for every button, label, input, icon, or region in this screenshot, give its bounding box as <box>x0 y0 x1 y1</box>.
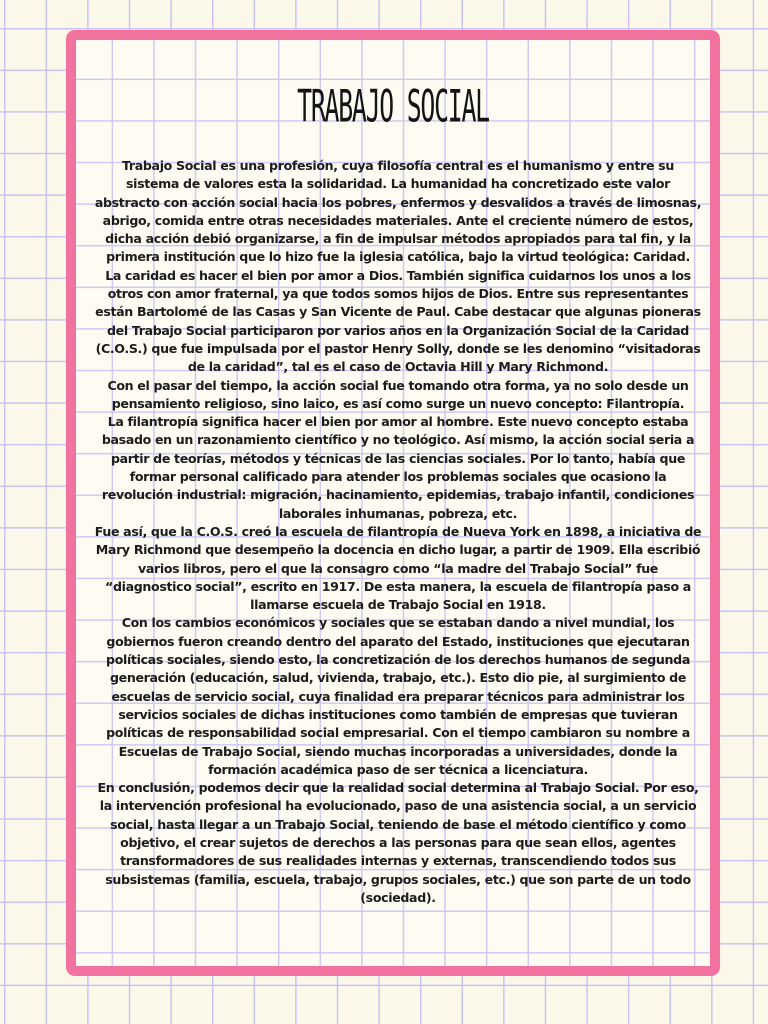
paragraph-caridad: La caridad es hacer el bien por amor a Dios. También significa cuidarnos los unos a los otros con amor fraternal, ya que todos somos hijos de Dios. Entre sus representantes están Bartolomé de las Casas y San Vicente de Paul. Cabe destacar que algunas pioneras del Trabajo Social participaron por varios años en la Organización Social de la Caridad (C.O.S.) que fue impulsada por el pastor Henry Solly, donde se les denomino “visitadoras de la caridad”, tal es el caso de Octavia Hill y Mary Richmond. <box>95 267 701 375</box>
document-title: TRABAJO SOCIAL <box>297 81 489 133</box>
paragraph-cambios-economicos: Con los cambios económicos y sociales que se estaban dando a nivel mundial, los gobiernos fueron creando dentro del aparato del Estado, instituciones que ejecutaran políticas sociales, siendo esto, la concretización de los derechos humanos de segunda generación (educación, salud, vivienda, trabajo, etc.). Esto dio pie, al surgimiento de escuelas de servicio social, cuya finalidad era preparar técnicos para administrar los servicios sociales de dichas instituciones como también de empresas que tuvieran políticas de responsabilidad social empresarial. Con el tiempo cambiaron su nombre a Escuelas de Trabajo Social, siendo muchas incorporadas a universidades, donde la formación académica paso de ser técnica a licenciatura. <box>106 615 690 777</box>
document-body <box>94 157 702 907</box>
paragraph-filantropia-definicion: La filantropía significa hacer el bien por amor al hombre. Este nuevo concepto estaba basado en un razonamiento científico y no teológico. Así mismo, la acción social seria a partir de teorías, métodos y técnicas de las ciencias sociales. Por lo tanto, había que formar personal calificado para atender los problemas sociales que ocasiono la revolución industrial: migración, hacinamiento, epidemias, trabajo infantil, condiciones laborales inhumanas, pobreza, etc. <box>101 414 695 521</box>
pink-page-frame <box>66 30 720 976</box>
paragraph-conclusion: En conclusión, podemos decir que la realidad social determina al Trabajo Social. Por eso, la intervención profesional ha evolucionado, paso de una asistencia social, a un servicio social, hasta llegar a un Trabajo Social, teniendo de base el método científico y como objetivo, el crear sujetos de derechos a las personas para que sean ellos, agentes transformadores de sus realidades internas y externas, transcendiendo todos sus subsistemas (familia, escuela, trabajo, grupos sociales, etc.) que son parte de un todo (sociedad). <box>97 780 699 905</box>
paragraph-filantropia-origen: Con el pasar del tiempo, la acción social fue tomando otra forma, ya no solo desde un pensamiento religioso, sino laico, es así como surge un nuevo concepto: Filantropía. <box>107 377 689 411</box>
paragraph-escuela-nueva-york: Fue así, que la C.O.S. creó la escuela de filantropía de Nueva York en 1898, a iniciativa de Mary Richmond que desempeño la docencia en dicho lugar, a partir de 1909. Ella escribió varios libros, pero el que la consagro como “la madre del Trabajo Social” fue “diagnostico social”, escrito en 1917. De esta manera, la escuela de filantropía paso a llamarse escuela de Trabajo Social en 1918. <box>94 523 702 613</box>
paragraph-humanismo: Trabajo Social es una profesión, cuya filosofía central es el humanismo y entre su sistema de valores esta la solidaridad. La humanidad ha concretizado este valor abstracto con acción social hacia los pobres, enfermos y desvalidos a través de limosnas, abrigo, comida entre otras necesidades materiales. Ante el creciente número de estos, dicha acción debió organizarse, a fin de impulsar métodos apropiados para tal fin, y la primera institución que lo hizo fue la iglesia católica, bajo la virtud teológica: Caridad. <box>94 158 702 265</box>
